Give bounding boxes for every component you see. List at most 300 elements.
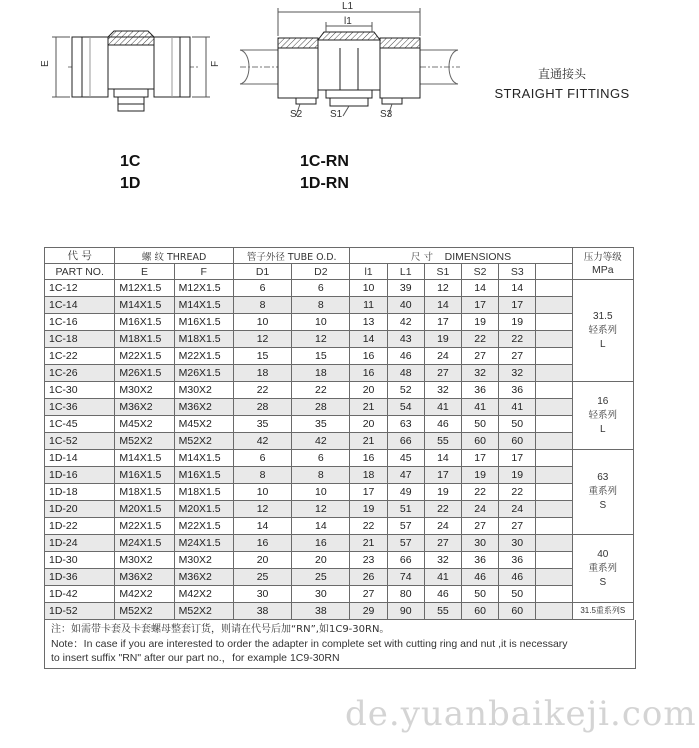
- cell-thread-e: M30X2: [115, 382, 174, 399]
- cell-thread-e: M20X1.5: [115, 501, 174, 518]
- cell-dim-s3: 36: [499, 552, 536, 569]
- cell-dim-l1: 43: [387, 331, 424, 348]
- cell-dim-i1: 22: [350, 518, 387, 535]
- cell-dim-s1: 12: [424, 280, 461, 297]
- cell-thread-e: M36X2: [115, 569, 174, 586]
- cell-thread-f: M30X2: [174, 552, 233, 569]
- cell-tube-d1: 14: [233, 518, 291, 535]
- cell-part-no: 1C-30: [45, 382, 115, 399]
- spec-table: [44, 247, 634, 620]
- label-s1: S1: [330, 109, 343, 120]
- note-english-line-1: Note：In case if you are interested to order the adapter in complete set with cutting ring and nut ,it is necessary: [51, 638, 568, 650]
- header-tube-text: 管子外径 TUBE O.D.: [246, 251, 337, 263]
- cell-thread-e: M16X1.5: [115, 467, 174, 484]
- cell-dim-s3: 17: [499, 297, 536, 314]
- header-row-2: [45, 264, 634, 280]
- cell-dim-s1: 17: [424, 314, 461, 331]
- header-row-1: [45, 248, 634, 264]
- cell-tube-d1: 38: [233, 603, 291, 620]
- cell-dim-s3: 50: [499, 586, 536, 603]
- cell-thread-e: M16X1.5: [115, 314, 174, 331]
- cell-tube-d1: 28: [233, 399, 291, 416]
- table-row: [45, 399, 634, 416]
- table-row: [45, 348, 634, 365]
- cell-thread-e: M52X2: [115, 433, 174, 450]
- cell-dim-s1: 55: [424, 603, 461, 620]
- cell-tube-d2: 30: [292, 586, 350, 603]
- cell-part-no: 1C-14: [45, 297, 115, 314]
- pressure-class-cell: [572, 450, 633, 535]
- header-pressure: [572, 248, 633, 280]
- spec-table-wrapper: [44, 247, 634, 669]
- header-d1: D1: [233, 264, 291, 280]
- cell-dim-s1: 27: [424, 535, 461, 552]
- left-fitting-drawing: [52, 31, 210, 111]
- header-s2: S2: [462, 264, 499, 280]
- title-english: STRAIGHT FITTINGS: [494, 86, 630, 101]
- label-e: E: [40, 60, 51, 67]
- cell-part-no: 1C-45: [45, 416, 115, 433]
- cell-blank: [536, 433, 572, 450]
- cell-dim-s3: 19: [499, 314, 536, 331]
- cell-thread-f: M26X1.5: [174, 365, 233, 382]
- cell-dim-i1: 19: [350, 501, 387, 518]
- cell-part-no: 1D-52: [45, 603, 115, 620]
- cell-dim-l1: 80: [387, 586, 424, 603]
- cell-part-no: 1C-36: [45, 399, 115, 416]
- cell-thread-f: M45X2: [174, 416, 233, 433]
- cell-dim-i1: 20: [350, 416, 387, 433]
- cell-dim-s2: 50: [462, 586, 499, 603]
- cell-dim-i1: 18: [350, 467, 387, 484]
- cell-dim-l1: 49: [387, 484, 424, 501]
- cell-part-no: 1C-18: [45, 331, 115, 348]
- cell-part-no: 1D-22: [45, 518, 115, 535]
- cell-blank: [536, 518, 572, 535]
- cell-part-no: 1C-12: [45, 280, 115, 297]
- cell-blank: [536, 399, 572, 416]
- pressure-class-cell: [572, 280, 633, 382]
- cell-dim-s2: 60: [462, 603, 499, 620]
- cell-dim-l1: 51: [387, 501, 424, 518]
- pressure-value: 16: [597, 395, 609, 407]
- cell-tube-d1: 12: [233, 331, 291, 348]
- cell-dim-s3: 27: [499, 348, 536, 365]
- header-s1: S1: [424, 264, 461, 280]
- cell-tube-d1: 30: [233, 586, 291, 603]
- cell-tube-d1: 18: [233, 365, 291, 382]
- cell-blank: [536, 297, 572, 314]
- cell-part-no: 1D-16: [45, 467, 115, 484]
- cell-dim-l1: 46: [387, 348, 424, 365]
- cell-dim-s1: 17: [424, 467, 461, 484]
- cell-tube-d2: 10: [292, 484, 350, 501]
- pressure-class-cell: [572, 535, 633, 603]
- header-blank: [536, 264, 572, 280]
- header-pressure-unit: MPa: [591, 263, 614, 276]
- cell-tube-d2: 22: [292, 382, 350, 399]
- label-s2: S2: [290, 109, 303, 120]
- cell-dim-s1: 14: [424, 297, 461, 314]
- cell-dim-l1: 48: [387, 365, 424, 382]
- cell-tube-d2: 6: [292, 280, 350, 297]
- cell-blank: [536, 484, 572, 501]
- cell-dim-s1: 32: [424, 382, 461, 399]
- cell-dim-l1: 47: [387, 467, 424, 484]
- cell-dim-s2: 27: [462, 348, 499, 365]
- header-d2: D2: [292, 264, 350, 280]
- cell-tube-d2: 28: [292, 399, 350, 416]
- table-row: [45, 280, 634, 297]
- header-thread: [115, 248, 234, 264]
- model-1c: 1C: [120, 153, 141, 170]
- pressure-series-cn: 重系列: [588, 486, 618, 497]
- cell-dim-s2: 17: [462, 450, 499, 467]
- cell-thread-f: M22X1.5: [174, 518, 233, 535]
- cell-dim-s3: 27: [499, 518, 536, 535]
- note-chinese: 注：如需带卡套及卡套螺母整套订货，则请在代号后加“RN”,如1C9-30RN。: [51, 624, 390, 635]
- cell-blank: [536, 314, 572, 331]
- header-l1: L1: [387, 264, 424, 280]
- cell-dim-s3: 22: [499, 484, 536, 501]
- header-pressure-cn: 压力等级: [583, 251, 622, 263]
- cell-tube-d1: 42: [233, 433, 291, 450]
- cell-dim-i1: 16: [350, 450, 387, 467]
- order-note: [44, 620, 636, 669]
- table-row: [45, 586, 634, 603]
- cell-thread-e: M26X1.5: [115, 365, 174, 382]
- cell-thread-f: M14X1.5: [174, 297, 233, 314]
- cell-dim-s2: 46: [462, 569, 499, 586]
- cell-dim-s2: 19: [462, 314, 499, 331]
- title-chinese: 直通接头: [537, 67, 586, 81]
- cell-dim-l1: 90: [387, 603, 424, 620]
- cell-tube-d2: 12: [292, 501, 350, 518]
- pressure-value: 40: [597, 548, 609, 560]
- table-row: [45, 501, 634, 518]
- cell-dim-s2: 60: [462, 433, 499, 450]
- cell-dim-i1: 21: [350, 399, 387, 416]
- cell-thread-f: M12X1.5: [174, 280, 233, 297]
- header-part-no: PART NO.: [45, 264, 115, 280]
- cell-thread-e: M18X1.5: [115, 484, 174, 501]
- cell-dim-s3: 24: [499, 501, 536, 518]
- cell-tube-d1: 35: [233, 416, 291, 433]
- cell-blank: [536, 501, 572, 518]
- cell-dim-i1: 21: [350, 433, 387, 450]
- cell-dim-i1: 16: [350, 365, 387, 382]
- cell-tube-d1: 10: [233, 484, 291, 501]
- cell-blank: [536, 603, 572, 620]
- cell-dim-s1: 27: [424, 365, 461, 382]
- table-row: [45, 603, 634, 620]
- header-code: 代 号: [45, 248, 115, 264]
- cell-dim-l1: 57: [387, 535, 424, 552]
- table-row: [45, 552, 634, 569]
- cell-dim-s1: 41: [424, 399, 461, 416]
- table-row: [45, 484, 634, 501]
- header-tube: [233, 248, 350, 264]
- pressure-series-cn: 轻系列: [588, 409, 618, 421]
- cell-tube-d1: 8: [233, 467, 291, 484]
- cell-dim-i1: 21: [350, 535, 387, 552]
- cell-dim-l1: 74: [387, 569, 424, 586]
- table-row: [45, 467, 634, 484]
- table-row: [45, 433, 634, 450]
- cell-thread-f: M52X2: [174, 433, 233, 450]
- cell-tube-d2: 8: [292, 467, 350, 484]
- cell-dim-s3: 50: [499, 416, 536, 433]
- cell-dim-s2: 41: [462, 399, 499, 416]
- cell-tube-d2: 15: [292, 348, 350, 365]
- table-row: [45, 382, 634, 399]
- cell-blank: [536, 535, 572, 552]
- cell-blank: [536, 416, 572, 433]
- table-row: [45, 569, 634, 586]
- cell-blank: [536, 467, 572, 484]
- cell-part-no: 1C-52: [45, 433, 115, 450]
- cell-thread-f: M18X1.5: [174, 484, 233, 501]
- cell-blank: [536, 382, 572, 399]
- cell-dim-l1: 52: [387, 382, 424, 399]
- cell-thread-f: M30X2: [174, 382, 233, 399]
- cell-thread-e: M24X1.5: [115, 535, 174, 552]
- cell-tube-d2: 8: [292, 297, 350, 314]
- cell-blank: [536, 552, 572, 569]
- cell-tube-d2: 42: [292, 433, 350, 450]
- cell-thread-e: M22X1.5: [115, 518, 174, 535]
- cell-dim-s2: 30: [462, 535, 499, 552]
- table-row: [45, 331, 634, 348]
- model-1d-rn: 1D-RN: [300, 175, 349, 192]
- cell-blank: [536, 365, 572, 382]
- pressure-value: 31.5: [593, 310, 613, 322]
- cell-dim-s3: 30: [499, 535, 536, 552]
- cell-tube-d2: 14: [292, 518, 350, 535]
- cell-dim-s3: 14: [499, 280, 536, 297]
- cell-thread-e: M52X2: [115, 603, 174, 620]
- watermark-text: de.yuanbaikeji.com: [345, 694, 697, 734]
- cell-dim-s2: 14: [462, 280, 499, 297]
- cell-part-no: 1C-22: [45, 348, 115, 365]
- cell-tube-d1: 8: [233, 297, 291, 314]
- cell-thread-f: M36X2: [174, 569, 233, 586]
- cell-tube-d1: 6: [233, 450, 291, 467]
- cell-blank: [536, 280, 572, 297]
- cell-dim-s1: 24: [424, 348, 461, 365]
- cell-thread-f: M52X2: [174, 603, 233, 620]
- cell-thread-f: M18X1.5: [174, 331, 233, 348]
- cell-blank: [536, 450, 572, 467]
- cell-dim-s1: 19: [424, 331, 461, 348]
- header-thread-text: 螺 纹 THREAD: [141, 251, 207, 263]
- cell-tube-d1: 16: [233, 535, 291, 552]
- cell-tube-d2: 35: [292, 416, 350, 433]
- cell-thread-f: M36X2: [174, 399, 233, 416]
- pressure-class-cell: [572, 603, 633, 620]
- header-e: E: [115, 264, 174, 280]
- cell-dim-i1: 16: [350, 348, 387, 365]
- cell-thread-e: M14X1.5: [115, 297, 174, 314]
- cell-dim-s2: 27: [462, 518, 499, 535]
- pressure-class-cell: [572, 382, 633, 450]
- pressure-value: 63: [597, 472, 609, 483]
- pressure-series-cn: 重系列: [588, 562, 618, 574]
- cell-tube-d1: 6: [233, 280, 291, 297]
- cell-dim-s2: 24: [462, 501, 499, 518]
- cell-tube-d1: 12: [233, 501, 291, 518]
- table-row: [45, 535, 634, 552]
- cell-thread-e: M45X2: [115, 416, 174, 433]
- pressure-series: S: [599, 576, 607, 588]
- table-row: [45, 314, 634, 331]
- cell-part-no: 1D-20: [45, 501, 115, 518]
- cell-tube-d1: 22: [233, 382, 291, 399]
- cell-dim-s2: 36: [462, 552, 499, 569]
- cell-dim-s3: 46: [499, 569, 536, 586]
- cell-dim-i1: 23: [350, 552, 387, 569]
- pressure-series: S: [599, 500, 607, 511]
- cell-thread-e: M36X2: [115, 399, 174, 416]
- cell-tube-d1: 10: [233, 314, 291, 331]
- cell-part-no: 1D-18: [45, 484, 115, 501]
- cell-dim-i1: 29: [350, 603, 387, 620]
- cell-tube-d2: 10: [292, 314, 350, 331]
- cell-dim-s1: 32: [424, 552, 461, 569]
- cell-dim-l1: 57: [387, 518, 424, 535]
- cell-thread-f: M16X1.5: [174, 314, 233, 331]
- cell-tube-d1: 20: [233, 552, 291, 569]
- pressure-series: L: [600, 423, 606, 435]
- table-row: [45, 297, 634, 314]
- cell-thread-f: M24X1.5: [174, 535, 233, 552]
- pressure-value: 31.5重系列S: [580, 606, 626, 615]
- cell-thread-f: M20X1.5: [174, 501, 233, 518]
- cell-dim-s1: 19: [424, 484, 461, 501]
- table-row: [45, 518, 634, 535]
- cell-dim-i1: 11: [350, 297, 387, 314]
- cell-dim-l1: 45: [387, 450, 424, 467]
- cell-part-no: 1C-16: [45, 314, 115, 331]
- fitting-drawings: [0, 0, 699, 245]
- model-1c-rn: 1C-RN: [300, 153, 349, 170]
- cell-thread-e: M22X1.5: [115, 348, 174, 365]
- cell-tube-d2: 38: [292, 603, 350, 620]
- label-i1: l1: [344, 16, 352, 27]
- cell-dim-l1: 66: [387, 552, 424, 569]
- cell-tube-d1: 15: [233, 348, 291, 365]
- cell-tube-d2: 20: [292, 552, 350, 569]
- header-s3: S3: [499, 264, 536, 280]
- header-i1: l1: [350, 264, 387, 280]
- technical-drawing-area: [0, 0, 699, 245]
- cell-dim-i1: 13: [350, 314, 387, 331]
- cell-dim-i1: 26: [350, 569, 387, 586]
- cell-blank: [536, 569, 572, 586]
- cell-dim-l1: 54: [387, 399, 424, 416]
- cell-dim-s3: 60: [499, 433, 536, 450]
- cell-part-no: 1D-30: [45, 552, 115, 569]
- cell-dim-s1: 46: [424, 416, 461, 433]
- cell-dim-l1: 40: [387, 297, 424, 314]
- cell-part-no: 1C-26: [45, 365, 115, 382]
- cell-tube-d2: 12: [292, 331, 350, 348]
- cell-dim-s1: 22: [424, 501, 461, 518]
- cell-thread-f: M22X1.5: [174, 348, 233, 365]
- cell-dim-s3: 36: [499, 382, 536, 399]
- cell-part-no: 1D-36: [45, 569, 115, 586]
- cell-tube-d1: 25: [233, 569, 291, 586]
- cell-dim-s1: 24: [424, 518, 461, 535]
- cell-dim-s2: 50: [462, 416, 499, 433]
- cell-dim-s2: 22: [462, 331, 499, 348]
- label-s3: S3: [380, 109, 393, 120]
- cell-thread-e: M18X1.5: [115, 331, 174, 348]
- cell-dim-s1: 14: [424, 450, 461, 467]
- cell-thread-f: M16X1.5: [174, 467, 233, 484]
- cell-thread-e: M30X2: [115, 552, 174, 569]
- label-f: F: [210, 60, 221, 67]
- table-row: [45, 365, 634, 382]
- cell-thread-e: M14X1.5: [115, 450, 174, 467]
- cell-dim-s3: 60: [499, 603, 536, 620]
- cell-thread-f: M42X2: [174, 586, 233, 603]
- model-1d: 1D: [120, 175, 141, 192]
- cell-dim-i1: 17: [350, 484, 387, 501]
- cell-dim-i1: 27: [350, 586, 387, 603]
- cell-blank: [536, 331, 572, 348]
- cell-dim-s2: 32: [462, 365, 499, 382]
- cell-dim-s3: 17: [499, 450, 536, 467]
- table-row: [45, 450, 634, 467]
- cell-dim-l1: 39: [387, 280, 424, 297]
- cell-dim-s2: 19: [462, 467, 499, 484]
- header-f: F: [174, 264, 233, 280]
- header-dims-en: DIMENSIONS: [444, 250, 512, 263]
- cell-tube-d2: 16: [292, 535, 350, 552]
- cell-dim-s1: 46: [424, 586, 461, 603]
- cell-dim-s3: 41: [499, 399, 536, 416]
- note-english-line-2: to insert suffix "RN" after our part no.，for example 1C9-30RN: [51, 652, 340, 664]
- cell-thread-e: M42X2: [115, 586, 174, 603]
- pressure-series: L: [600, 338, 606, 350]
- cell-dim-s3: 32: [499, 365, 536, 382]
- cell-part-no: 1D-14: [45, 450, 115, 467]
- cell-dim-s2: 17: [462, 297, 499, 314]
- label-l1-upper: L1: [342, 1, 354, 12]
- cell-dim-s2: 36: [462, 382, 499, 399]
- cell-thread-e: M12X1.5: [115, 280, 174, 297]
- cell-dim-s3: 19: [499, 467, 536, 484]
- cell-dim-i1: 20: [350, 382, 387, 399]
- cell-dim-s1: 55: [424, 433, 461, 450]
- cell-part-no: 1D-42: [45, 586, 115, 603]
- cell-dim-l1: 66: [387, 433, 424, 450]
- cell-thread-f: M14X1.5: [174, 450, 233, 467]
- cell-dim-i1: 14: [350, 331, 387, 348]
- cell-dim-s2: 22: [462, 484, 499, 501]
- cell-dim-i1: 10: [350, 280, 387, 297]
- header-dimensions: [350, 248, 572, 264]
- cell-tube-d2: 25: [292, 569, 350, 586]
- cell-tube-d2: 6: [292, 450, 350, 467]
- cell-dim-l1: 42: [387, 314, 424, 331]
- header-dims-cn: 尺 寸: [410, 251, 433, 263]
- cell-dim-l1: 63: [387, 416, 424, 433]
- cell-tube-d2: 18: [292, 365, 350, 382]
- cell-blank: [536, 586, 572, 603]
- table-row: [45, 416, 634, 433]
